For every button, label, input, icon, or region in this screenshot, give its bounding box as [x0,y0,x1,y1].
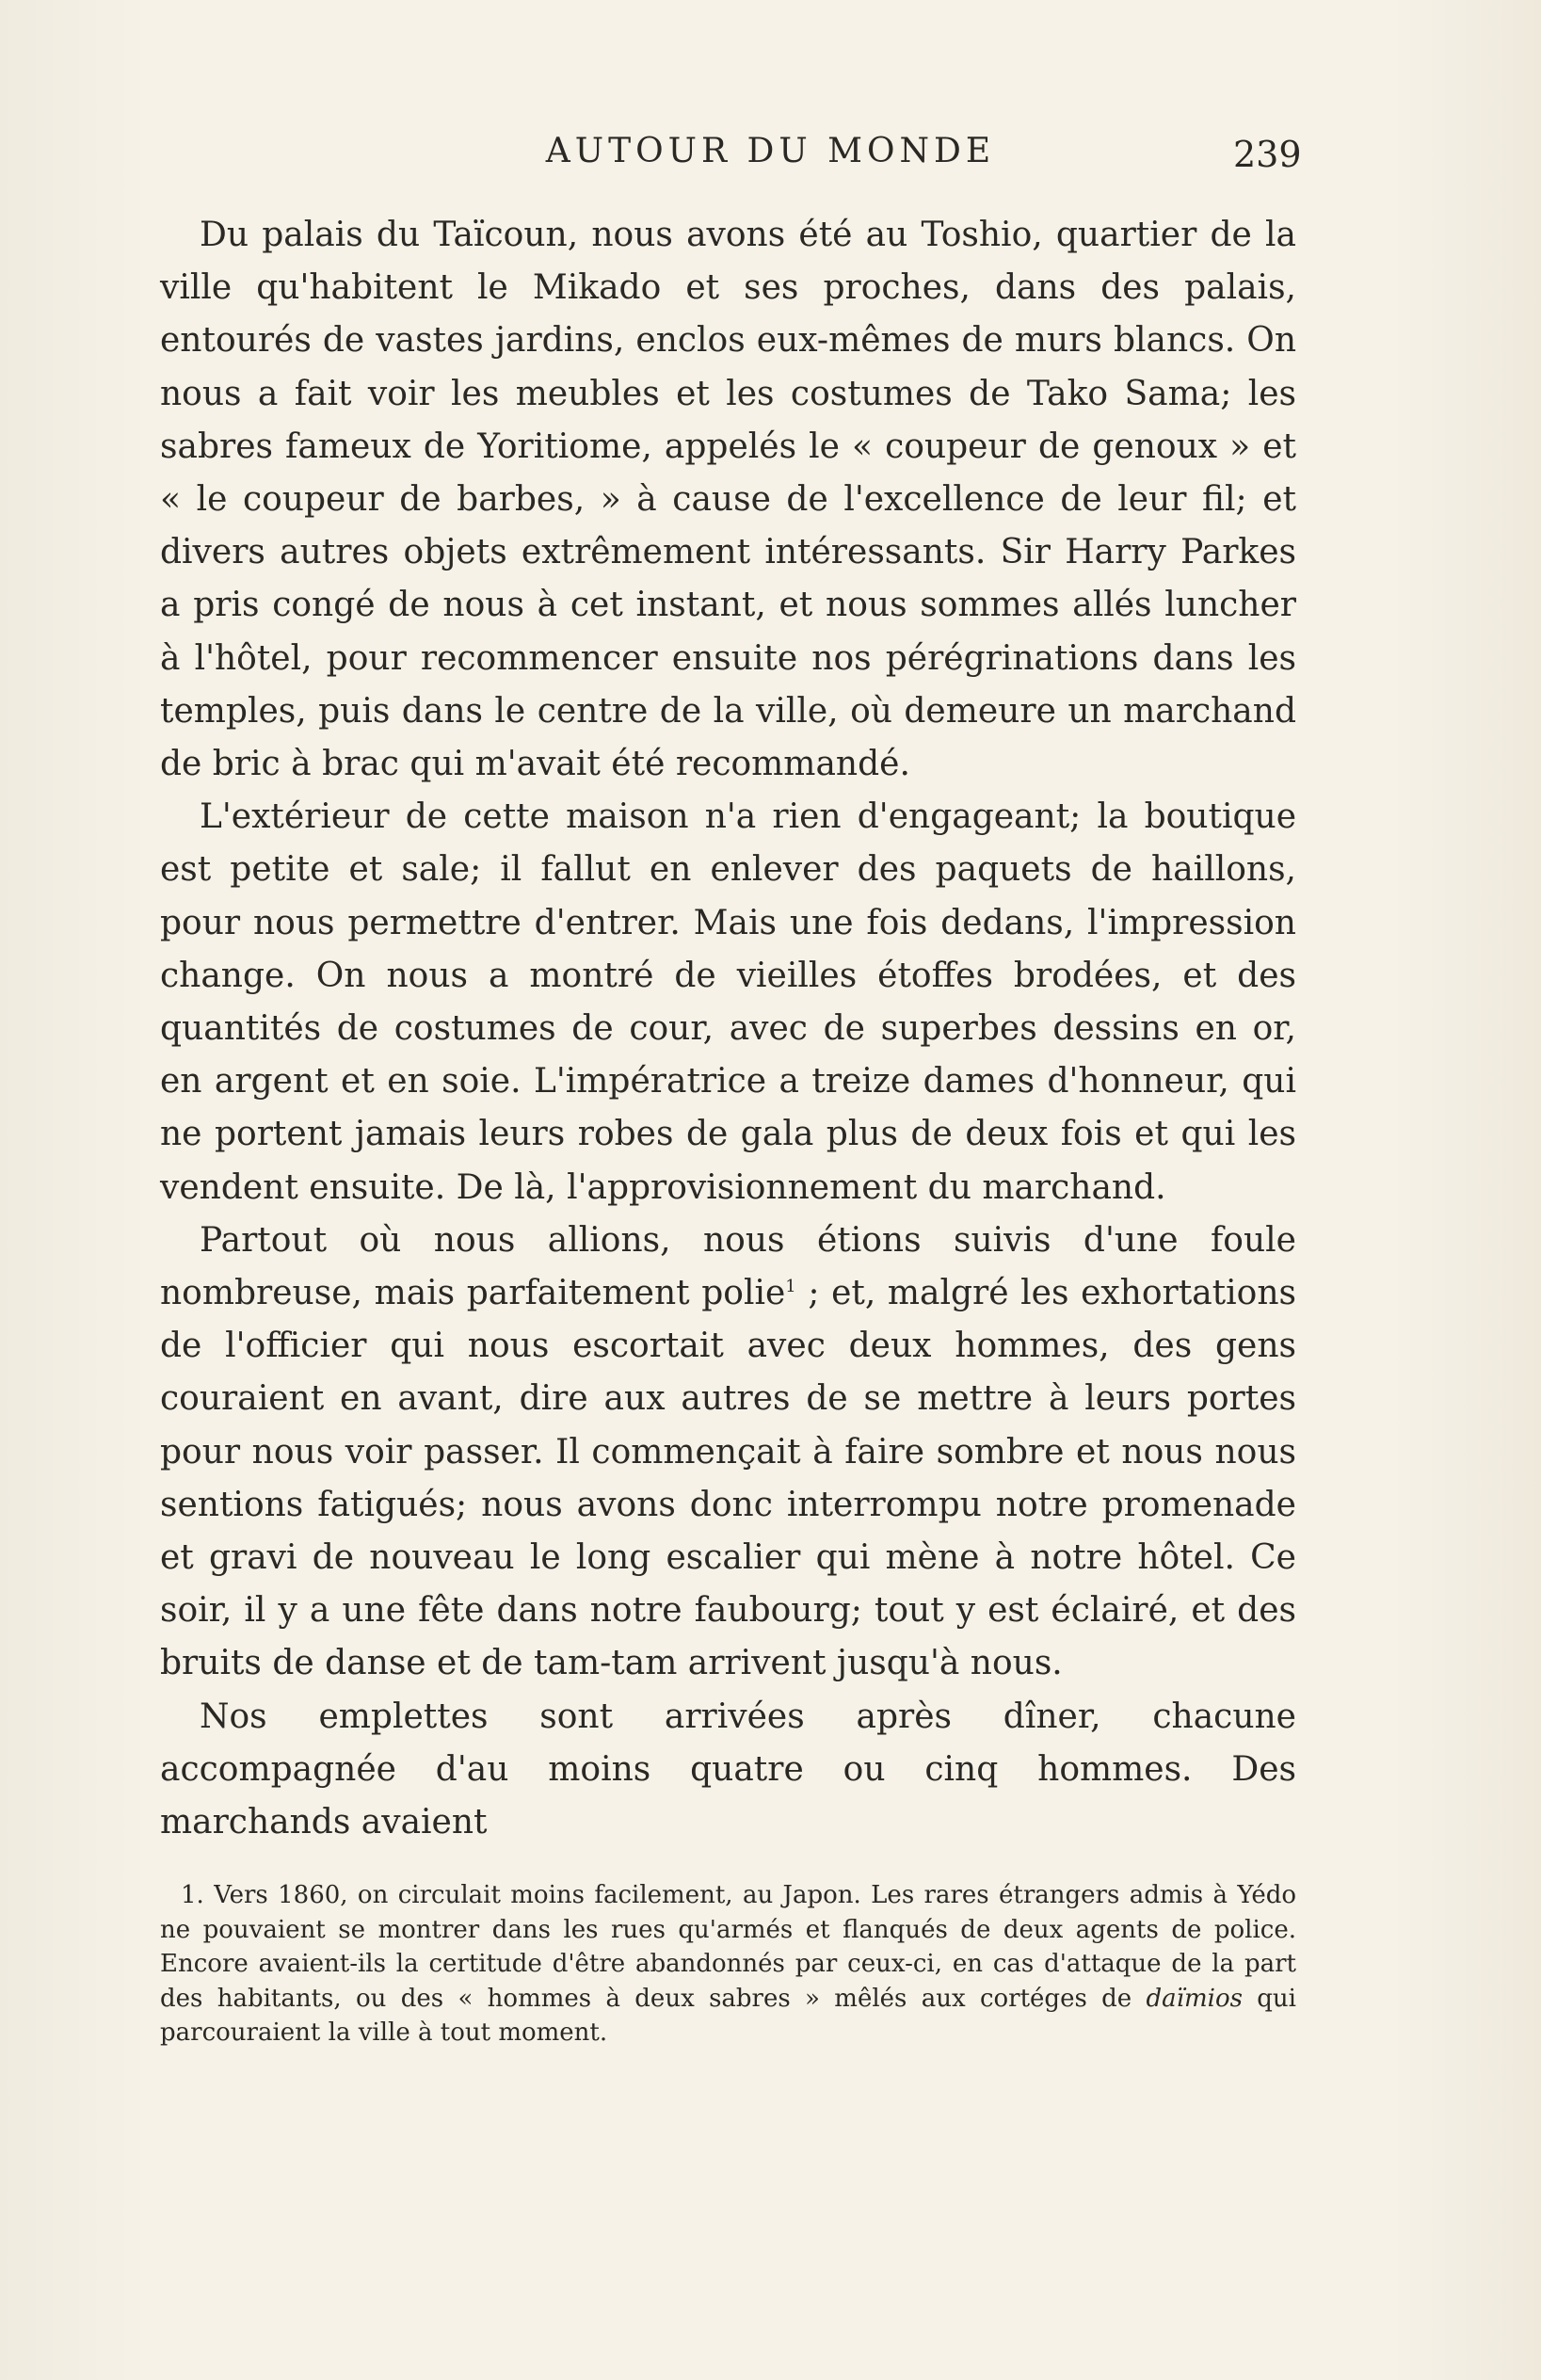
main-text [160,209,1296,1849]
paragraph-3-text-b: ; et, malgré les exhortations de l'officier qui nous escortait avec deux hommes, des gens couraient en avant, dire aux autres de se mettre à leurs portes pour nous voir passer. Il commençait à faire sombre et nous nous sentions fatigués; nous avons donc interrompu notre promenade et gravi de nouveau le long escalier qui mène à notre hôtel. Ce soir, il y a une fête dans notre faubourg; tout y est éclairé, et des bruits de danse et de tam-tam arrivent jusqu'à nous. [160,1274,1296,1683]
footnote-area [160,1878,1296,2050]
footnote-text-b: qui parcouraient la ville à tout moment. [160,1984,1296,2047]
footnote-1 [160,1878,1296,2050]
footnote-reference: 1 [785,1277,796,1297]
paragraph-4: Nos emplettes sont arrivées après dîner, chacune accompagnée d'au moins quatre ou cinq hommes. Des marchands avaient [160,1697,1296,1842]
paragraph-3-text-a: Partout où nous allions, nous étions suivis d'une foule nombreuse, mais parfaitement polie [160,1220,1296,1313]
paragraph-1: Du palais du Taïcoun, nous avons été au Toshio, quartier de la ville qu'habitent le Mikado et ses proches, dans des palais, entourés de vastes jardins, enclos eux-mêmes de murs blancs. On nous a fait voir les meubles et les costumes de Tako Sama; les sabres fameux de Yoritiome, appelés le « coupeur de genoux » et « le coupeur de barbes, » à cause de l'excellence de leur fil; et divers autres objets extrêmement intéressants. Sir Harry Parkes a pris congé de nous à cet instant, et nous sommes allés luncher à l'hôtel, pour recommencer ensuite nos pérégrinations dans les temples, puis dans le centre de la ville, où demeure un marchand de bric à brac qui m'avait été recommandé. [160,216,1296,784]
footnote-text-a: Vers 1860, on circulait moins facilement, au Japon. Les rares étrangers admis à Yédo ne pouvaient se montrer dans les rues qu'armés et flanqués de deux agents de police. Encore avaient-ils la certitude d'être abandonnés par ceux-ci, en cas d'attaque de la part des habitants, ou des « hommes à deux sabres » mêlés aux cortéges de [160,1881,1296,2013]
paragraph-3 [160,1214,1296,1691]
page-number: 239 [1233,134,1302,175]
footnote-italic-term: daïmios [1146,1984,1243,2013]
footnote-number: 1. [181,1881,204,1909]
running-header: AUTOUR DU MONDE [545,132,996,170]
paragraph-2: L'extérieur de cette maison n'a rien d'engageant; la boutique est petite et sale; il fallut en enlever des paquets de haillons, pour nous permettre d'entrer. Mais une fois dedans, l'impression change. On nous a montré de vieilles étoffes brodées, et des quantités de costumes de cour, avec de superbes dessins en or, en argent et en soie. L'impératrice a treize dames d'honneur, qui ne portent jamais leurs robes de gala plus de deux fois et qui les vendent ensuite. De là, l'approvisionnement du marchand. [160,797,1296,1207]
